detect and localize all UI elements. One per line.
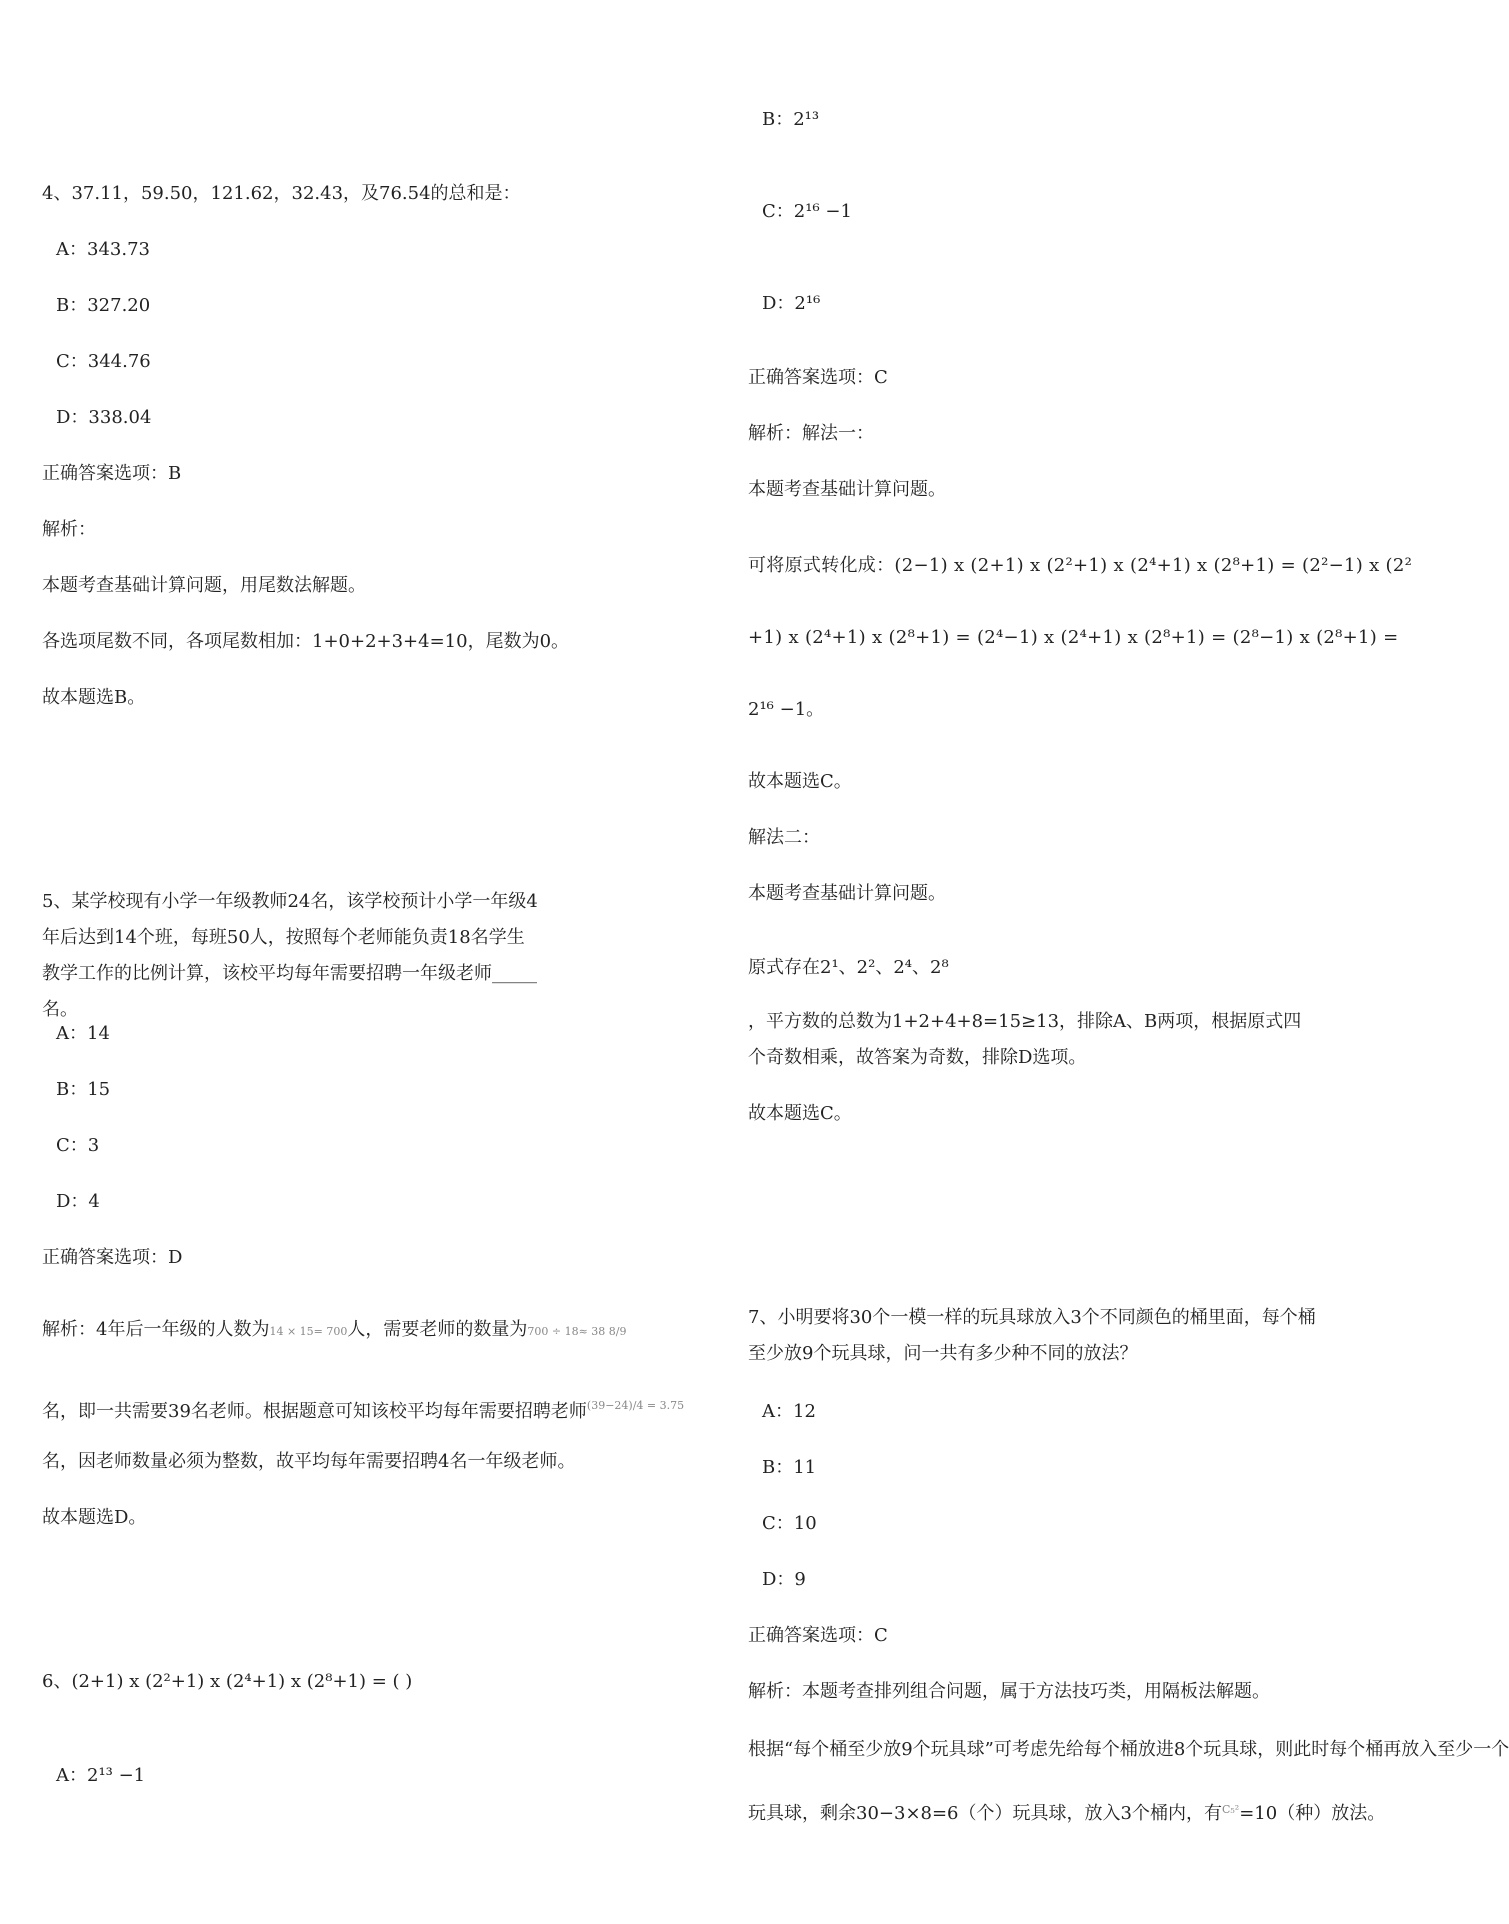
- q4-answer: 正确答案选项：B: [42, 463, 182, 484]
- q5-option-a: A：14: [56, 1023, 110, 1044]
- q6-option-c: C：2¹⁶ −1: [762, 201, 852, 222]
- q4-stem: 4、37.11，59.50，121.62，32.43，及76.54的总和是：: [42, 183, 521, 204]
- q7-option-b: B：11: [762, 1457, 817, 1478]
- q4-conclusion: 故本题选B。: [42, 687, 146, 708]
- q6-option-a: A：2¹³ −1: [56, 1765, 146, 1786]
- q6-stem-prefix: 6、: [42, 1671, 72, 1692]
- q6-method1-line-3: 2¹⁶ −1。: [748, 699, 825, 720]
- q5-l2-text: 名，即一共需要39名老师。根据题意可知该校平均每年需要招聘老师: [42, 1401, 587, 1422]
- q7-analysis-line-1: 根据“每个桶至少放9个玩具球”可考虑先给每个桶放进8个玩具球，则此时每个桶再放入至少一个: [748, 1739, 1509, 1760]
- q5-option-c: C：3: [56, 1135, 100, 1156]
- q5-answer: 正确答案选项：D: [42, 1247, 183, 1268]
- q7-analysis-line-2: [748, 1798, 1385, 1826]
- q5-l1-formula-1: 14 × 15= 700: [269, 1325, 348, 1338]
- q5-conclusion: 故本题选D。: [42, 1507, 147, 1528]
- q6-option-b: B：2¹³: [762, 109, 820, 130]
- q6-stem: [42, 1670, 412, 1694]
- q7-option-d: D：9: [762, 1569, 806, 1590]
- q5-analysis-line-3: 名，因老师数量必须为整数，故平均每年需要招聘4名一年级老师。: [42, 1451, 576, 1472]
- q7-analysis: 解析：本题考查排列组合问题，属于方法技巧类，用隔板法解题。: [748, 1681, 1270, 1702]
- q4-option-b: B：327.20: [56, 295, 151, 316]
- q4-analysis-line-2: 各选项尾数不同，各项尾数相加：1+0+2+3+4=10，尾数为0。: [42, 631, 570, 652]
- q5-option-d: D：4: [56, 1191, 100, 1212]
- q6-answer: 正确答案选项：C: [748, 367, 888, 388]
- q6-method1-intro: 本题考查基础计算问题。: [748, 479, 946, 500]
- q7-option-c: C：10: [762, 1513, 817, 1534]
- q6-method1-label: 解析：解法一：: [748, 423, 874, 444]
- q7-answer: 正确答案选项：C: [748, 1625, 888, 1646]
- q4-option-c: C：344.76: [56, 351, 151, 372]
- q7-option-a: A：12: [762, 1401, 816, 1422]
- q5-l1-text-b: 人，需要老师的数量为: [347, 1319, 528, 1340]
- q5-l2-formula: (39−24)/4 = 3.75: [586, 1399, 685, 1412]
- q6-method2-line-2: ，平方数的总数为1+2+4+8=15≥13，排除A、B两项，根据原式四个奇数相乘，故答案为奇数，排除D选项。: [748, 1011, 1302, 1068]
- q4-option-a: A：343.73: [56, 239, 150, 260]
- q6-stem-expression: (2+1) x (2²+1) x (2⁴+1) x (2⁸+1) = ( ): [71, 1671, 413, 1692]
- q5-analysis-line-1: [42, 1318, 627, 1344]
- q4-option-d: D：338.04: [56, 407, 152, 428]
- q5-l1-formula-2: 700 ÷ 18≈ 38 8/9: [527, 1325, 627, 1338]
- left-column: [42, 0, 685, 1924]
- q4-analysis-line-1: 本题考查基础计算问题，用尾数法解题。: [42, 575, 366, 596]
- q7-l2-text-b: =10（种）放法。: [1239, 1803, 1386, 1824]
- q4-analysis-label: 解析：: [42, 519, 96, 540]
- q6-option-d: D：2¹⁶: [762, 293, 821, 314]
- q6-method2-conclusion: 故本题选C。: [748, 1103, 852, 1124]
- q6-method1-line-2: +1) x (2⁴+1) x (2⁸+1) = (2⁴−1) x (2⁴+1) x (2⁸+1) = (2⁸−1) x (2⁸+1) =: [748, 627, 1399, 648]
- q5-stem: 5、某学校现有小学一年级教师24名，该学校预计小学一年级4年后达到14个班，每班50人，按照每个老师能负责18名学生教学工作的比例计算，该校平均每年需要招聘一年级老师_____名。: [42, 891, 538, 1020]
- q6-method2-line-1: 原式存在2¹、2²、2⁴、2⁸: [748, 957, 949, 978]
- right-column: [748, 0, 1509, 1924]
- q7-l2-text-a: 玩具球，剩余30−3×8=6（个）玩具球，放入3个桶内，有: [748, 1803, 1222, 1824]
- q6-method1-conclusion: 故本题选C。: [748, 771, 852, 792]
- q5-l1-text-a: 解析：4年后一年级的人数为: [42, 1319, 270, 1340]
- q6-method2-label: 解法二：: [748, 827, 820, 848]
- q6-method1-line-1: 可将原式转化成：(2−1) x (2+1) x (2²+1) x (2⁴+1) x (2⁸+1) = (2²−1) x (2²: [748, 555, 1413, 576]
- q7-l2-formula: C₅²: [1221, 1803, 1240, 1816]
- q5-option-b: B：15: [56, 1079, 111, 1100]
- q7-stem: 7、小明要将30个一模一样的玩具球放入3个不同颜色的桶里面，每个桶至少放9个玩具球，问一共有多少种不同的放法？: [748, 1307, 1316, 1364]
- q5-analysis-line-2: [42, 1394, 684, 1424]
- q6-method2-intro: 本题考查基础计算问题。: [748, 883, 946, 904]
